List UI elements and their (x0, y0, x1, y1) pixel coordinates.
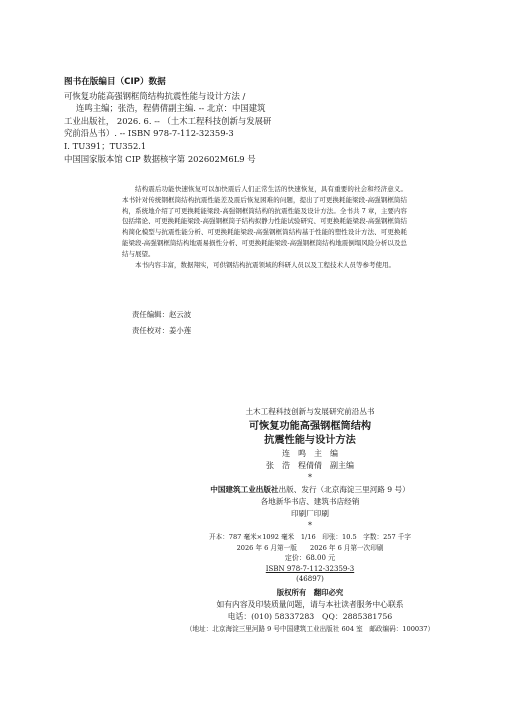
colophon-block (160, 406, 460, 635)
publisher-address: 出版、发行（北京海淀三里河路 9 号） (278, 485, 410, 494)
cip-block (64, 76, 394, 165)
price-line: 定价：68.00 元 (284, 554, 336, 562)
isbn-wrap (160, 564, 460, 575)
abstract-paragraph-2: 本书内容丰富，数据翔实，可供钢结构抗震领域的科研人员以及工程技术人员等参考使用。 (135, 260, 395, 269)
abstract-paragraph-1: 结构震后功能快速恢复可以加快震后人们正常生活的快速恢复，具有重要的社会和经济意义。本书针对传统钢框筒结构抗震性能差及震后恢复困难的问题，提出了可更换耗能梁段-高强钢框筒结构，系统地介绍了可更换耗能梁段-高强钢框筒结构的抗震性能及设计方法。全书共 7 章，主要内容包括绪论、可更换耗能梁段-高强钢框筒子结构拟静力性能试验研究、可更换耗能梁段-高强钢框筒结构简化模型与抗震性能分析、可更换耗能梁段-高强钢框筒结构基于性能的塑性设计方法、可更换耗能梁段-高强钢框筒结构地震易损性分析、可更换耗能梁段-高强钢框筒结构地震倒塌风险分析以及总结与展望。 (122, 185, 407, 258)
cip-series-line: 究前沿丛书）. -- ISBN 978-7-112-32359-3 (64, 128, 234, 139)
editors-block (132, 307, 191, 339)
book-title-line-2: 抗震性能与设计方法 (264, 435, 356, 446)
cip-publisher-line: 工业出版社， 2026. 6. -- （土木工程科技创新与发展研 (64, 115, 272, 126)
separator-star-2: * (308, 521, 312, 530)
publisher-name: 中国建筑工业出版社 (210, 485, 279, 494)
cip-heading: 图书在版编目（CIP）数据 (64, 77, 166, 87)
separator-star: * (308, 473, 312, 482)
chief-editor: 连 鸣 主 编 (282, 449, 338, 458)
printer-line: 印刷厂印刷 (291, 509, 329, 518)
contact-line-2: 电话：(010) 58337283 QQ：2885381756 (227, 611, 393, 621)
cip-authors-line: 连鸣主编；张浩，程倩倩副主编. -- 北京：中国建筑 (76, 103, 266, 114)
contact-line-1: 如有内容及印装质量问题，请与本社读者服务中心联系 (216, 599, 404, 609)
cip-data-number-line: 中国国家版本馆 CIP 数据核字第 202602M6L9 号 (64, 153, 256, 164)
rights-notice: 版权所有 翻印必究 (276, 587, 344, 597)
book-title-line-1: 可恢复功能高强钢框筒结构 (248, 421, 372, 432)
deputy-editors: 张 浩 程倩倩 副主编 (266, 461, 354, 470)
isbn-line: ISBN 978-7-112-32359-3 (265, 564, 355, 573)
series-name: 土木工程科技创新与发展研究前沿丛书 (245, 407, 375, 416)
distribution-line: 各地新华书店、建筑书店经销 (260, 497, 360, 506)
cip-title-line: 可恢复功能高强钢框筒结构抗震性能与设计方法 / (64, 90, 246, 101)
book-code: (46897) (296, 575, 324, 583)
publisher-line (160, 484, 460, 496)
edition-line: 2026 年 6 月第一版 2026 年 6 月第一次印刷 (236, 543, 384, 552)
format-line: 开本：787 毫米×1092 毫米 1/16 印张：10.5 字数：257 千字 (209, 533, 411, 541)
address-line: （地址：北京海淀三里河路 9 号中国建筑工业出版社 604 室 邮政编码：100037） (185, 624, 435, 633)
responsible-editor: 责任编辑：赵云波 (132, 310, 192, 319)
responsible-proofreader: 责任校对：姜小莲 (132, 326, 192, 335)
abstract-block (122, 184, 407, 270)
cip-classification-line: Ⅰ. TU391；TU352.1 (64, 140, 147, 151)
